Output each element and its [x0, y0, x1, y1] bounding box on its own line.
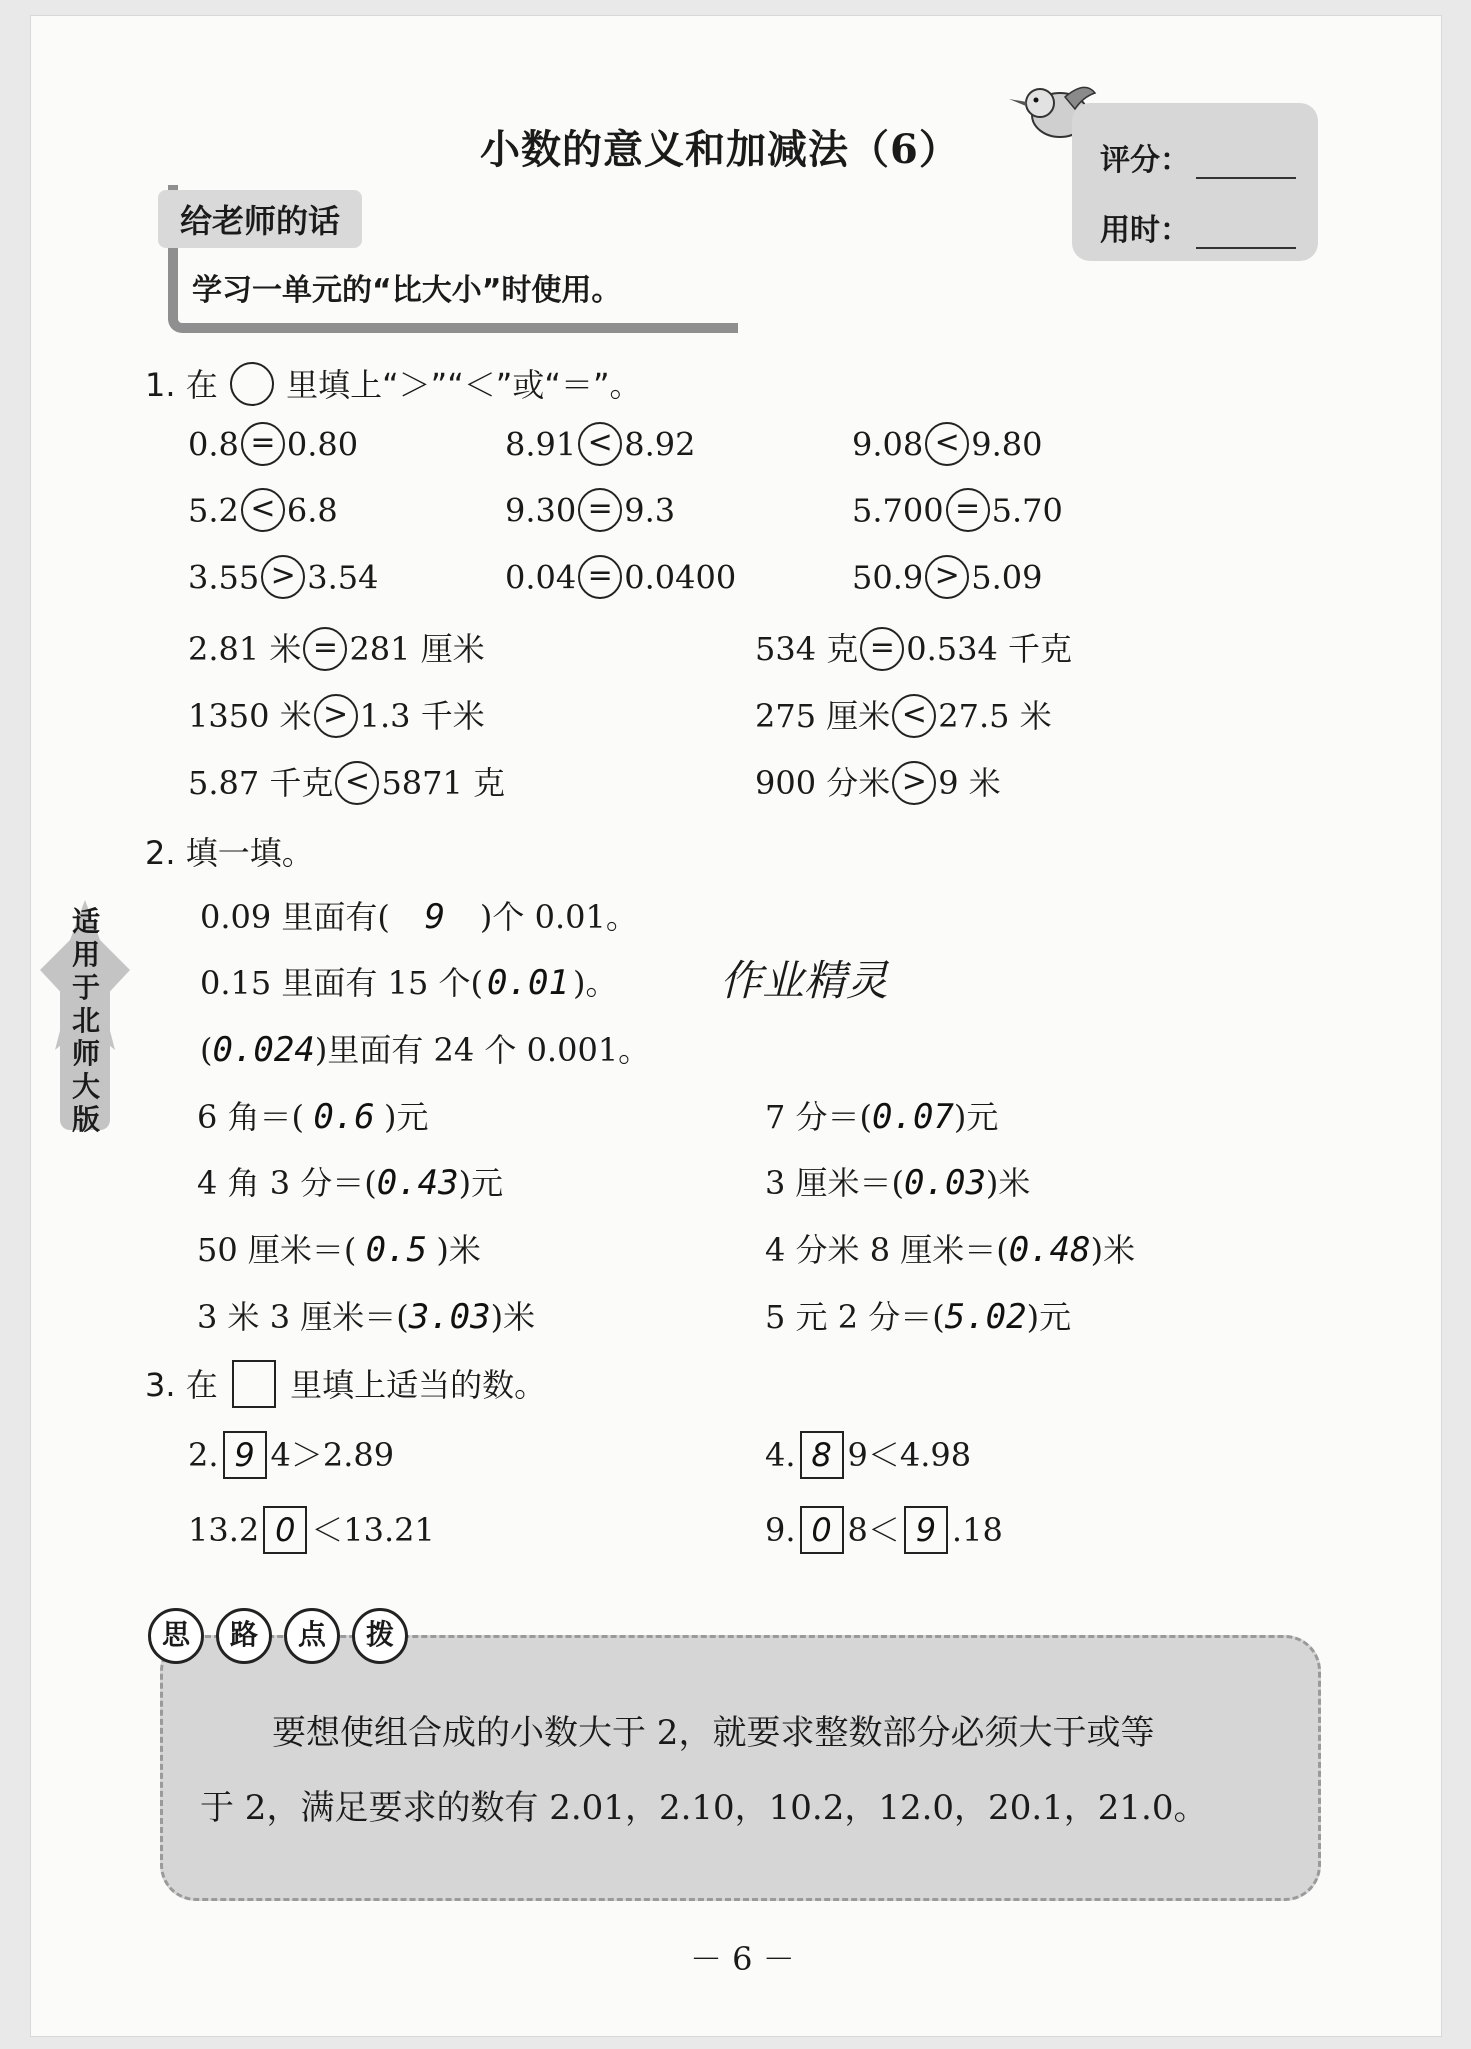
comparison-item [505, 425, 696, 469]
q2-prompt: 2. 填一填。 [145, 834, 314, 872]
teacher-note-title: 给老师的话 [158, 190, 362, 248]
q3-d-pre: 9. [765, 1511, 796, 1549]
circle-symbol-icon [230, 362, 274, 406]
q3-item-c [188, 1505, 435, 1557]
prefix-text: ( [200, 1031, 213, 1069]
time-label: 用时： [1100, 213, 1190, 248]
left-value: 5.700 [852, 491, 944, 530]
right-value: 1.3 千米 [359, 697, 485, 735]
answer-blank[interactable]: 9 [424, 897, 446, 937]
score-blank[interactable] [1196, 147, 1296, 179]
answer-circle[interactable]: < [925, 422, 969, 466]
answer-blank[interactable]: 0.6 [313, 1097, 375, 1137]
suffix-text: )元 [458, 1164, 504, 1202]
fill-line [200, 892, 638, 938]
prefix-text: 0.15 里面有 15 个( [200, 964, 483, 1002]
conversion-item [197, 1158, 503, 1204]
comparison-item [188, 425, 358, 469]
left-value: 900 分米 [755, 764, 891, 802]
comparison-item [188, 558, 379, 602]
prefix-text: 0.09 里面有( [200, 898, 390, 936]
answer-circle[interactable]: > [261, 555, 305, 599]
right-value: 0.80 [286, 425, 359, 464]
comparison-item [755, 758, 1001, 808]
time-field[interactable] [1100, 205, 1296, 249]
right-value: 5.09 [971, 558, 1043, 597]
score-label: 评分： [1100, 143, 1190, 178]
left-value: 50.9 [852, 558, 924, 597]
suffix-text: )。 [572, 964, 618, 1002]
conversion-item [197, 1225, 481, 1271]
comparison-item [852, 425, 1043, 469]
answer-circle[interactable]: > [925, 555, 969, 599]
left-value: 275 厘米 [755, 697, 891, 735]
q3-b-box[interactable]: 8 [800, 1431, 844, 1479]
answer-circle[interactable]: > [892, 761, 936, 805]
left-value: 8.91 [505, 425, 577, 464]
score-field[interactable] [1100, 135, 1296, 179]
conversion-item [765, 1292, 1071, 1338]
answer-blank[interactable]: 0.01 [487, 963, 569, 1003]
prefix-text: 4 分米 8 厘米＝( [765, 1231, 1009, 1269]
answer-blank[interactable]: 3.03 [408, 1297, 491, 1337]
comparison-item [505, 491, 675, 535]
left-value: 0.04 [505, 558, 577, 597]
hint-heading [148, 1608, 420, 1664]
q3-item-a [188, 1430, 394, 1482]
hint-box [160, 1635, 1321, 1901]
page-number: － 6 － [690, 1940, 795, 1978]
right-value: 3.54 [307, 558, 379, 597]
prefix-text: 3 厘米＝( [765, 1164, 905, 1202]
answer-blank[interactable]: 0.43 [376, 1163, 459, 1203]
answer-blank[interactable]: 0.024 [212, 1030, 315, 1070]
suffix-text: )元 [953, 1098, 999, 1136]
answer-blank[interactable]: 0.03 [904, 1163, 986, 1203]
left-value: 2.81 米 [188, 630, 302, 668]
answer-blank[interactable]: 0.5 [365, 1230, 428, 1270]
q3-number: 3. 在 [145, 1366, 218, 1404]
answer-circle[interactable]: = [578, 488, 622, 532]
prefix-text: 6 角＝( [197, 1098, 305, 1136]
hint-char: 拨 [352, 1608, 408, 1664]
left-value: 3.55 [188, 558, 260, 597]
square-symbol-icon [232, 1360, 276, 1408]
q3-item-d [765, 1505, 1003, 1557]
q3-instruction: 里填上适当的数。 [290, 1366, 547, 1404]
answer-circle[interactable]: = [303, 627, 347, 671]
q1-instruction: 里填上“＞”“＜”或“＝”。 [286, 366, 642, 404]
right-value: 6.8 [286, 491, 338, 530]
time-blank[interactable] [1196, 217, 1296, 249]
right-value: 9 米 [938, 764, 1001, 802]
suffix-text: )米 [436, 1231, 481, 1269]
q3-d-box2[interactable]: 9 [904, 1506, 948, 1554]
q3-d-box1[interactable]: 0 [800, 1506, 844, 1554]
answer-blank[interactable]: 5.02 [944, 1297, 1027, 1337]
answer-circle[interactable]: = [946, 488, 990, 532]
left-value: 534 克 [755, 630, 859, 668]
comparison-item [188, 758, 505, 808]
fill-line [200, 1025, 650, 1071]
q3-a-box[interactable]: 9 [223, 1431, 267, 1479]
suffix-text: )元 [384, 1098, 429, 1136]
prefix-text: 5 元 2 分＝( [765, 1298, 945, 1336]
right-value: 5871 克 [381, 764, 506, 802]
right-value: 0.0400 [624, 558, 737, 597]
hint-char: 点 [284, 1608, 340, 1664]
conversion-item [765, 1092, 998, 1138]
answer-blank[interactable]: 0.07 [872, 1097, 954, 1137]
hint-char: 路 [216, 1608, 272, 1664]
comparison-item [505, 558, 736, 602]
left-value: 1350 米 [188, 697, 312, 735]
answer-circle[interactable]: > [314, 694, 358, 738]
q3-a-post: 4＞2.89 [270, 1436, 395, 1474]
suffix-text: )米 [490, 1298, 536, 1336]
left-value: 9.30 [505, 491, 577, 530]
comparison-item [755, 624, 1072, 674]
hint-text-line: 于 2，满足要求的数有 2.01，2.10，10.2，12.0，20.1，21.0。 [200, 1788, 1208, 1828]
edition-label: 适用于北师大版 [71, 905, 100, 1136]
q3-b-post: 9＜4.98 [847, 1436, 972, 1474]
right-value: 27.5 米 [938, 697, 1052, 735]
hint-text-line: 要想使组合成的小数大于 2，就要求整数部分必须大于或等 [272, 1713, 1155, 1753]
conversion-item [197, 1292, 535, 1338]
answer-circle[interactable]: = [578, 555, 622, 599]
q3-a-pre: 2. [188, 1436, 219, 1474]
left-value: 0.8 [188, 425, 239, 464]
q3-c-post: ＜13.21 [311, 1511, 435, 1549]
comparison-item [188, 691, 485, 741]
suffix-text: )元 [1026, 1298, 1072, 1336]
comparison-item [188, 624, 485, 674]
right-value: 9.3 [624, 491, 676, 530]
prefix-text: 3 米 3 厘米＝( [197, 1298, 409, 1336]
prefix-text: 50 厘米＝( [197, 1231, 357, 1269]
comparison-item [852, 558, 1043, 602]
prefix-text: 7 分＝( [765, 1098, 873, 1136]
right-value: 5.70 [991, 491, 1063, 530]
suffix-text: )米 [1090, 1231, 1136, 1269]
q1-prompt [145, 360, 642, 409]
right-value: 281 厘米 [349, 630, 485, 668]
conversion-item [765, 1225, 1135, 1271]
page-title: 小数的意义和加减法（6） [480, 126, 960, 173]
right-value: 8.92 [624, 425, 696, 464]
handwritten-scribble: 作业精灵 [720, 956, 889, 1005]
answer-circle[interactable]: < [335, 761, 379, 805]
q3-item-b [765, 1430, 971, 1482]
q3-d-post: .18 [951, 1511, 1003, 1549]
answer-circle[interactable]: < [241, 488, 285, 532]
comparison-item [188, 491, 338, 535]
comparison-item [755, 691, 1052, 741]
left-value: 9.08 [852, 425, 924, 464]
answer-circle[interactable]: = [860, 627, 904, 671]
q3-b-pre: 4. [765, 1436, 796, 1474]
left-value: 5.2 [188, 491, 239, 530]
answer-circle[interactable]: < [578, 422, 622, 466]
suffix-text: )里面有 24 个 0.001。 [314, 1031, 651, 1069]
fill-line [200, 958, 617, 1004]
q3-c-box[interactable]: 0 [263, 1506, 307, 1554]
q3-d-mid: 8＜ [847, 1511, 900, 1549]
answer-circle[interactable]: = [241, 422, 285, 466]
right-value: 0.534 千克 [906, 630, 1073, 668]
suffix-text: )米 [985, 1164, 1031, 1202]
teacher-note-text: 学习一单元的“比大小”时使用。 [192, 273, 622, 308]
suffix-text: )个 0.01。 [479, 898, 638, 936]
left-value: 5.87 千克 [188, 764, 334, 802]
q1-number: 1. 在 [145, 366, 218, 404]
q3-c-pre: 13.2 [188, 1511, 260, 1549]
prefix-text: 4 角 3 分＝( [197, 1164, 377, 1202]
hint-char: 思 [148, 1608, 204, 1664]
comparison-item [852, 491, 1063, 535]
conversion-item [765, 1158, 1030, 1204]
right-value: 9.80 [971, 425, 1043, 464]
conversion-item [197, 1092, 429, 1138]
q3-prompt [145, 1360, 546, 1411]
answer-circle[interactable]: < [892, 694, 936, 738]
answer-blank[interactable]: 0.48 [1008, 1230, 1091, 1270]
